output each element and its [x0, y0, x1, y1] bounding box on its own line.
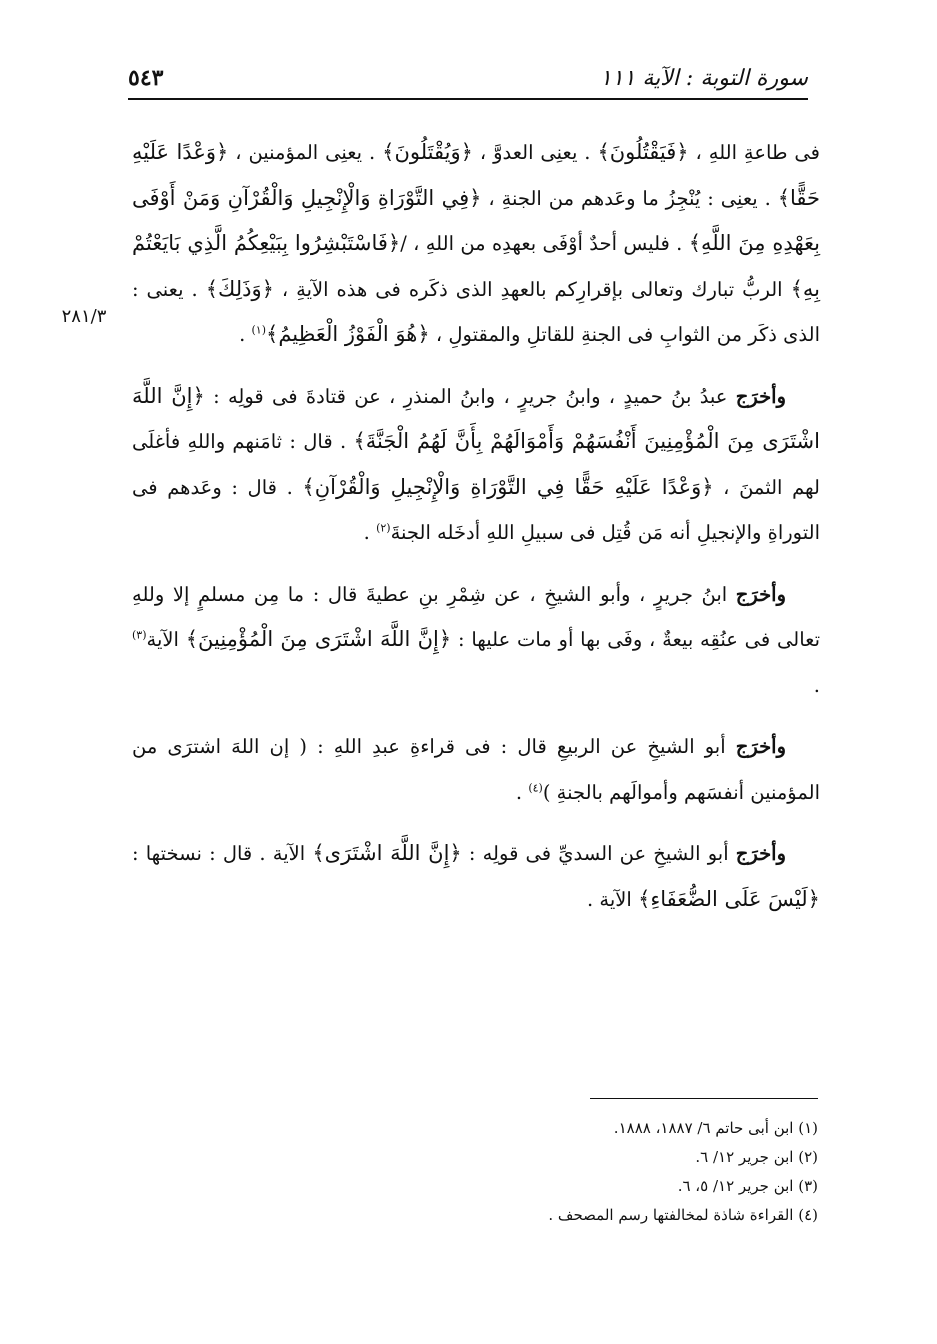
text-run: الآية . [587, 887, 639, 911]
quran-verse: ﴿فَيَقْتُلُونَ﴾ [597, 140, 689, 164]
text-run: فى طاعةِ اللهِ ، [688, 141, 820, 164]
paragraph [132, 374, 820, 556]
footnote-marker: (٣) [132, 628, 147, 642]
text-run: . فليس أحدٌ أوْفَى بعهدِه من اللهِ ، / [400, 232, 689, 255]
quran-verse: ﴿إِنَّ اللَّهَ اشْتَرَى مِنَ الْمُؤْمِنِينَ﴾ [185, 627, 452, 651]
text-run: . [363, 521, 377, 544]
main-text [132, 130, 820, 938]
text-run: . يعنِى المؤمنين ، [228, 141, 383, 164]
quran-verse: ﴿إِنَّ اللَّهَ اشْتَرَى مِنَ الْمُؤْمِنِينَ أَنْفُسَهُمْ وَأَمْوَالَهُمْ بِأَنَّ لَهُمُ الْجَنَّةَ﴾ [132, 383, 820, 453]
quran-verse: ﴿وَعْدًا عَلَيْهِ حَقًّا﴾ [132, 140, 820, 210]
paragraph [132, 724, 820, 815]
text-run: . [239, 323, 252, 346]
text-run: عبدُ بنُ حميدٍ ، وابنُ جريرٍ ، وابنُ المنذرِ ، عن قتادةَ فى قولِه : [204, 384, 736, 408]
paragraph [132, 130, 820, 358]
paragraph [132, 572, 820, 709]
quran-verse: ﴿وَيُقْتَلُونَ﴾ [382, 140, 473, 164]
narration-opener: وأخرَج [735, 842, 787, 865]
text-run: الربُّ تبارك وتعالى بإقرارِكم بالعهدِ الذى ذكَره فى هذه الآيةِ ، [273, 277, 791, 301]
quran-verse: ﴿إِنَّ اللَّهَ اشْتَرَى﴾ [312, 841, 462, 865]
running-header [128, 58, 808, 100]
footnote: (٢) ابن جرير ١٢/ ٦. [695, 1148, 818, 1166]
text-run: أبو الشيخِ عن الربيعِ قال : فى قراءةِ عبدِ اللهِ : ( إن اللهَ اشترَى من المؤمنين أنفسَهم وأموالَهم بالجنةِ ) [132, 735, 820, 804]
narration-opener: وأخرَج [735, 735, 786, 758]
paragraph [132, 831, 820, 922]
footnote-marker: (٢) [376, 521, 391, 535]
text-run: الآية [146, 628, 186, 651]
narration-opener: وأخرَج [735, 384, 786, 408]
text-run: ابنُ جريرٍ ، وأبو الشيخِ ، عن شِمْرِ بنِ عطيةَ قال : ما مِن مسلمٍ إلا وللهِ تعالى فى عنُقِه بيعةٌ ، وفَى بها أو مات عليها : [132, 582, 820, 651]
footnotes [500, 1114, 818, 1230]
quran-verse: ﴿لَيْسَ عَلَى الضُّعَفَاءِ﴾ [638, 886, 820, 911]
quran-verse: ﴿وَذَلِكَ﴾ [205, 276, 274, 301]
text-run: . يعنى : الذى ذكَر من الثوابِ فى الجنةِ للقاتلِ والمقتولِ ، [132, 277, 820, 346]
footnote: (٣) ابن جرير ١٢/ ٥، ٦. [677, 1177, 818, 1195]
footnote-marker: (٤) [528, 781, 543, 794]
narration-opener: وأخرَج [735, 582, 786, 606]
footnote: (٤) القراءة شاذة لمخالفتها رسم المصحف . [548, 1206, 818, 1224]
text-run: . [515, 780, 529, 804]
text-run: . يعنِى : يُنْجِزُ ما وعَدهم من الجنةِ ، [481, 186, 778, 210]
quran-verse: ﴿هُوَ الْفَوْزُ الْعَظِيمُ﴾ [266, 322, 430, 346]
footnote-divider [590, 1098, 818, 1099]
footnote: (١) ابن أبى حاتم ٦/ ١٨٨٧، ١٨٨٨. [613, 1119, 818, 1137]
text-run: . يعنِى العدوَّ ، [472, 141, 598, 164]
footnote-marker: (١) [251, 323, 267, 337]
header-title: سورة التوبة : الآية ١١١ [599, 65, 808, 91]
text-run: . [813, 673, 820, 697]
text-run: . قال : وعَدهم فى التوراةِ والإنجيلِ أنه مَن قُتِل فى سبيلِ اللهِ أدخَله الجنةَ [132, 475, 820, 544]
margin-reference: ٢٨١/٣ [61, 306, 107, 327]
quran-verse: ﴿وَعْدًا عَلَيْهِ حَقًّا فِي التَّوْرَاةِ وَالْإِنْجِيلِ وَالْقُرْآنِ﴾ [302, 474, 714, 499]
page-number: ٥٤٣ [128, 65, 164, 91]
text-run: أبو الشيخِ عن السديِّ فى قولِه : [461, 842, 736, 865]
text-run: الآية . قال : نسختها : [132, 842, 313, 865]
quran-verse: ﴿فَاسْتَبْشِرُوا بِبَيْعِكُمُ الَّذِي بَايَعْتُمْ بِهِ﴾ [132, 231, 820, 301]
text-run: . قال : ثامَنهم واللهِ فأغلَى لهم الثمنَ ، [132, 430, 820, 499]
quran-verse: ﴿فِي التَّوْرَاةِ وَالْإِنْجِيلِ وَالْقُرْآنِ وَمَنْ أَوْفَى بِعَهْدِهِ مِنَ اللَّهِ﴾ [132, 185, 821, 255]
